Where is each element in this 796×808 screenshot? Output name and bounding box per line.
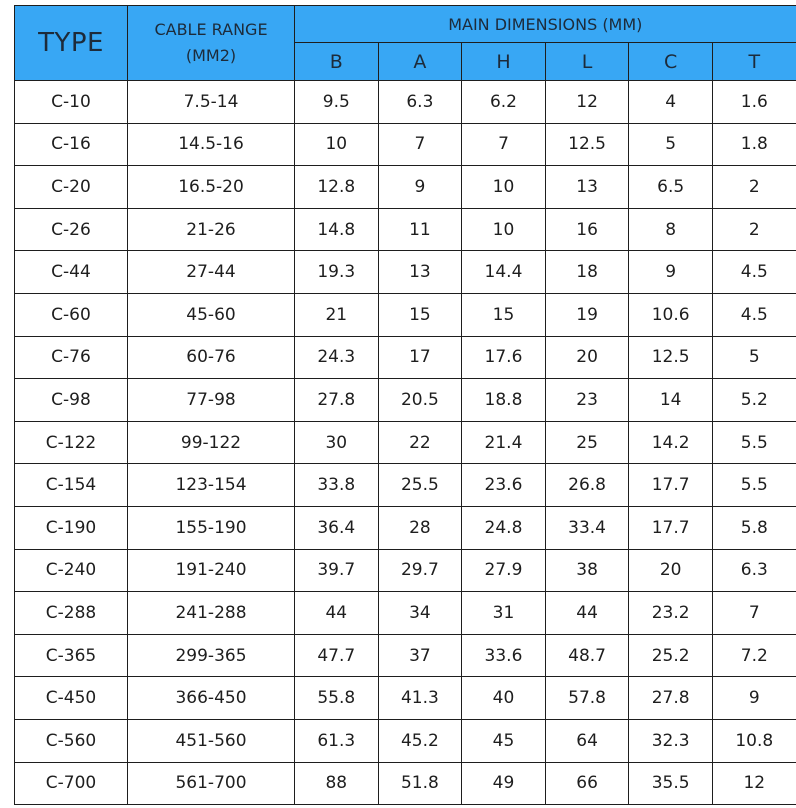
h-cell: 7 (462, 123, 546, 166)
table-row (15, 592, 796, 635)
h-cell: 33.6 (462, 634, 546, 677)
b-cell: 61.3 (295, 719, 379, 762)
type-cell: C-44 (15, 251, 128, 294)
b-cell: 55.8 (295, 677, 379, 720)
t-cell: 9 (712, 677, 796, 720)
table-row (15, 379, 796, 422)
h-cell: 24.8 (462, 506, 546, 549)
main-dimensions-header: MAIN DIMENSIONS (MM) (295, 6, 796, 43)
t-cell: 5.2 (712, 379, 796, 422)
table-row (15, 719, 796, 762)
b-cell: 36.4 (295, 506, 379, 549)
type-cell: C-288 (15, 592, 128, 635)
c-cell: 12.5 (629, 336, 713, 379)
a-cell: 20.5 (378, 379, 462, 422)
l-cell: 23 (545, 379, 629, 422)
type-cell: C-190 (15, 506, 128, 549)
b-cell: 19.3 (295, 251, 379, 294)
h-cell: 17.6 (462, 336, 546, 379)
cable-lug-spec-table (14, 5, 796, 805)
h-cell: 23.6 (462, 464, 546, 507)
t-cell: 12 (712, 762, 796, 805)
cable-range-cell: 60-76 (128, 336, 295, 379)
c-cell: 9 (629, 251, 713, 294)
l-cell: 19 (545, 293, 629, 336)
h-cell: 27.9 (462, 549, 546, 592)
cable-range-column-header (128, 6, 295, 81)
t-cell: 2 (712, 208, 796, 251)
a-cell: 51.8 (378, 762, 462, 805)
cable-range-cell: 45-60 (128, 293, 295, 336)
c-cell: 14.2 (629, 421, 713, 464)
cable-range-cell: 451-560 (128, 719, 295, 762)
table-body (15, 81, 796, 805)
l-cell: 12 (545, 81, 629, 124)
dim-header-h: H (462, 43, 546, 81)
table-row (15, 464, 796, 507)
t-cell: 4.5 (712, 251, 796, 294)
a-cell: 13 (378, 251, 462, 294)
cable-range-cell: 27-44 (128, 251, 295, 294)
spec-table-container (14, 5, 796, 805)
b-cell: 33.8 (295, 464, 379, 507)
l-cell: 20 (545, 336, 629, 379)
cable-range-cell: 16.5-20 (128, 166, 295, 209)
l-cell: 18 (545, 251, 629, 294)
table-row (15, 81, 796, 124)
l-cell: 57.8 (545, 677, 629, 720)
cable-range-cell: 561-700 (128, 762, 295, 805)
h-cell: 49 (462, 762, 546, 805)
b-cell: 88 (295, 762, 379, 805)
b-cell: 10 (295, 123, 379, 166)
header-row-1 (15, 6, 796, 43)
c-cell: 27.8 (629, 677, 713, 720)
type-cell: C-122 (15, 421, 128, 464)
b-cell: 12.8 (295, 166, 379, 209)
type-cell: C-16 (15, 123, 128, 166)
t-cell: 5 (712, 336, 796, 379)
l-cell: 16 (545, 208, 629, 251)
b-cell: 21 (295, 293, 379, 336)
cable-range-cell: 21-26 (128, 208, 295, 251)
c-cell: 10.6 (629, 293, 713, 336)
h-cell: 21.4 (462, 421, 546, 464)
type-cell: C-154 (15, 464, 128, 507)
type-cell: C-98 (15, 379, 128, 422)
l-cell: 12.5 (545, 123, 629, 166)
c-cell: 17.7 (629, 464, 713, 507)
c-cell: 20 (629, 549, 713, 592)
l-cell: 66 (545, 762, 629, 805)
h-cell: 15 (462, 293, 546, 336)
h-cell: 6.2 (462, 81, 546, 124)
t-cell: 4.5 (712, 293, 796, 336)
type-cell: C-240 (15, 549, 128, 592)
table-row (15, 421, 796, 464)
c-cell: 17.7 (629, 506, 713, 549)
b-cell: 44 (295, 592, 379, 635)
dim-header-b: B (295, 43, 379, 81)
table-row (15, 123, 796, 166)
t-cell: 2 (712, 166, 796, 209)
type-cell: C-60 (15, 293, 128, 336)
b-cell: 24.3 (295, 336, 379, 379)
cable-range-cell: 366-450 (128, 677, 295, 720)
type-cell: C-76 (15, 336, 128, 379)
l-cell: 48.7 (545, 634, 629, 677)
dim-header-l: L (545, 43, 629, 81)
type-cell: C-700 (15, 762, 128, 805)
type-cell: C-26 (15, 208, 128, 251)
table-header (15, 6, 796, 81)
c-cell: 23.2 (629, 592, 713, 635)
a-cell: 15 (378, 293, 462, 336)
h-cell: 14.4 (462, 251, 546, 294)
b-cell: 47.7 (295, 634, 379, 677)
h-cell: 10 (462, 166, 546, 209)
a-cell: 11 (378, 208, 462, 251)
c-cell: 14 (629, 379, 713, 422)
a-cell: 9 (378, 166, 462, 209)
h-cell: 31 (462, 592, 546, 635)
table-row (15, 293, 796, 336)
a-cell: 25.5 (378, 464, 462, 507)
cable-range-header-line1: CABLE RANGE (154, 20, 268, 39)
a-cell: 28 (378, 506, 462, 549)
a-cell: 41.3 (378, 677, 462, 720)
t-cell: 6.3 (712, 549, 796, 592)
c-cell: 35.5 (629, 762, 713, 805)
t-cell: 7 (712, 592, 796, 635)
c-cell: 8 (629, 208, 713, 251)
type-cell: C-560 (15, 719, 128, 762)
c-cell: 4 (629, 81, 713, 124)
cable-range-cell: 14.5-16 (128, 123, 295, 166)
a-cell: 45.2 (378, 719, 462, 762)
h-cell: 40 (462, 677, 546, 720)
table-row (15, 166, 796, 209)
cable-range-cell: 155-190 (128, 506, 295, 549)
t-cell: 5.5 (712, 464, 796, 507)
b-cell: 30 (295, 421, 379, 464)
dim-header-a: A (378, 43, 462, 81)
type-cell: C-10 (15, 81, 128, 124)
h-cell: 45 (462, 719, 546, 762)
l-cell: 25 (545, 421, 629, 464)
c-cell: 25.2 (629, 634, 713, 677)
l-cell: 44 (545, 592, 629, 635)
a-cell: 34 (378, 592, 462, 635)
l-cell: 38 (545, 549, 629, 592)
type-cell: C-365 (15, 634, 128, 677)
c-cell: 6.5 (629, 166, 713, 209)
h-cell: 18.8 (462, 379, 546, 422)
type-column-header: TYPE (15, 6, 128, 81)
type-cell: C-20 (15, 166, 128, 209)
table-row (15, 336, 796, 379)
table-row (15, 677, 796, 720)
cable-range-cell: 299-365 (128, 634, 295, 677)
h-cell: 10 (462, 208, 546, 251)
table-row (15, 251, 796, 294)
table-row (15, 549, 796, 592)
table-row (15, 634, 796, 677)
a-cell: 22 (378, 421, 462, 464)
b-cell: 14.8 (295, 208, 379, 251)
cable-range-header-line2: (MM2) (185, 46, 237, 65)
cable-range-cell: 99-122 (128, 421, 295, 464)
t-cell: 10.8 (712, 719, 796, 762)
l-cell: 33.4 (545, 506, 629, 549)
dim-header-t: T (712, 43, 796, 81)
cable-range-cell: 77-98 (128, 379, 295, 422)
table-row (15, 506, 796, 549)
t-cell: 7.2 (712, 634, 796, 677)
l-cell: 64 (545, 719, 629, 762)
cable-range-cell: 241-288 (128, 592, 295, 635)
b-cell: 9.5 (295, 81, 379, 124)
t-cell: 5.5 (712, 421, 796, 464)
a-cell: 37 (378, 634, 462, 677)
t-cell: 5.8 (712, 506, 796, 549)
cable-range-cell: 191-240 (128, 549, 295, 592)
table-row (15, 762, 796, 805)
cable-range-cell: 123-154 (128, 464, 295, 507)
dim-header-c: C (629, 43, 713, 81)
b-cell: 39.7 (295, 549, 379, 592)
type-cell: C-450 (15, 677, 128, 720)
b-cell: 27.8 (295, 379, 379, 422)
a-cell: 17 (378, 336, 462, 379)
a-cell: 6.3 (378, 81, 462, 124)
table-row (15, 208, 796, 251)
l-cell: 13 (545, 166, 629, 209)
c-cell: 5 (629, 123, 713, 166)
a-cell: 29.7 (378, 549, 462, 592)
t-cell: 1.8 (712, 123, 796, 166)
l-cell: 26.8 (545, 464, 629, 507)
a-cell: 7 (378, 123, 462, 166)
cable-range-cell: 7.5-14 (128, 81, 295, 124)
c-cell: 32.3 (629, 719, 713, 762)
t-cell: 1.6 (712, 81, 796, 124)
